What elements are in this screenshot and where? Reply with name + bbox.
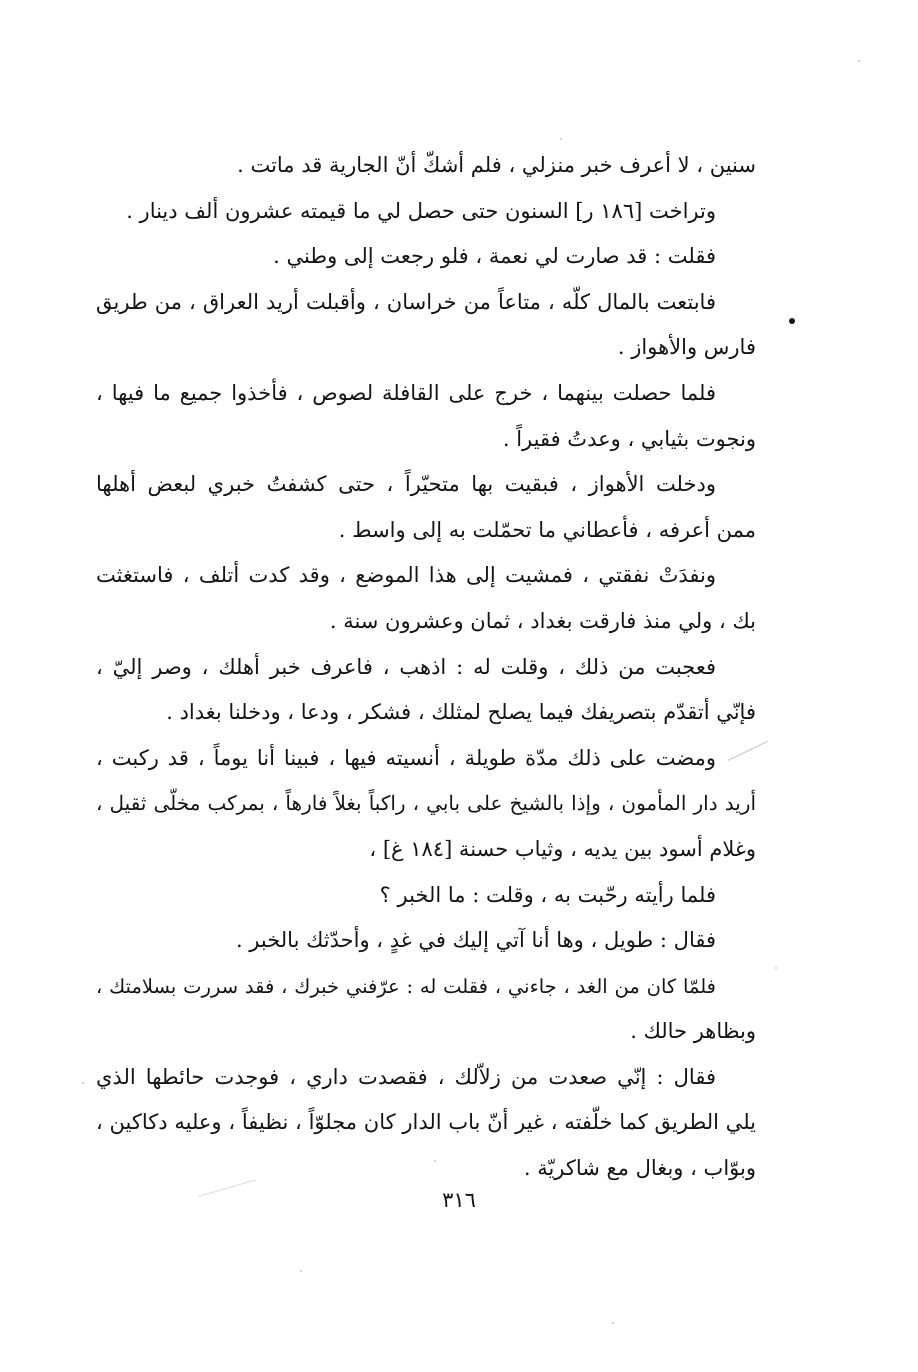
- text-line: سنين ، لا أعرف خبر منزلي ، فلم أشكّ أنّ الجارية قد ماتت .: [237, 153, 756, 177]
- text-line: وبوّاب ، وبغال مع شاكريّة .: [523, 1156, 756, 1181]
- text-line: ممن أعرفه ، فأعطاني ما تحمّلت به إلى واسط .: [338, 517, 756, 542]
- text-line: وبظاهر حالك .: [630, 1019, 756, 1044]
- text-line: ونفدَتْ نفقتي ، فمشيت إلى هذا الموضع ، وقد كدت أتلف ، فاستغثت: [96, 563, 716, 588]
- scan-speck: [560, 138, 562, 140]
- text-line: وتراخت [١٨٦ ر] السنون حتى حصل لي ما قيمته عشرون ألف دينار .: [126, 198, 716, 223]
- text-line: فلما رأيته رحّبت به ، وقلت : ما الخبر ؟: [379, 882, 716, 907]
- text-line: فإنّي أتقدّم بتصريفك فيما يصلح لمثلك ، فشكر ، ودعا ، ودخلنا بغداد .: [166, 700, 756, 725]
- text-line: وغلام أسود بين يديه ، وثياب حسنة [١٨٤ غ] ،: [369, 836, 756, 861]
- scan-speck: [858, 60, 860, 62]
- text-line: ونجوت بثيابي ، وعدتُ فقيراً .: [502, 426, 756, 451]
- scan-mark-dot: [789, 318, 795, 324]
- scan-speck: [82, 1082, 84, 1084]
- text-line: فقلت : قد صارت لي نعمة ، فلو رجعت إلى وطني .: [273, 244, 716, 269]
- text-line: فقال : إنّي صعدت من زلاّلك ، فقصدت داري ، فوجدت حائطها الذي: [96, 1064, 716, 1089]
- text-line: فلما حصلت بينهما ، خرج على القافلة لصوص ، فأخذوا جميع ما فيها ،: [96, 380, 716, 405]
- text-line: فقال : طويل ، وها أنا آتي إليك في غدٍ ، وأحدّثك بالخبر .: [235, 928, 716, 953]
- text-line: فلمّا كان من الغد ، جاءني ، فقلت له : عرّفني خبرك ، فقد سررت بسلامتك ،: [96, 974, 716, 998]
- page-number: ٣١٦: [442, 1188, 476, 1212]
- text-line: فابتعت بالمال كلّه ، متاعاً من خراسان ، وأقبلت أريد العراق ، من طريق: [96, 289, 716, 314]
- scan-speck: [300, 1270, 302, 1272]
- text-line: ودخلت الأهواز ، فبقيت بها متحيّراً ، حتى كشفتُ خبري لبعض أهلها: [96, 472, 716, 497]
- text-line: ومضت على ذلك مدّة طويلة ، أنسيته فيها ، فبينا أنا يوماً ، قد ركبت ،: [96, 745, 716, 770]
- text-line: فعجبت من ذلك ، وقلت له : اذهب ، فاعرف خبر أهلك ، وصر إليّ ،: [96, 654, 716, 679]
- scan-speck: [775, 967, 777, 969]
- text-line: أريد دار المأمون ، وإذا بالشيخ على بابي ، راكباً بغلاً فارهاً ، بمركب مخلّى ثقيل ،: [96, 791, 756, 816]
- scan-speck: [612, 1322, 614, 1324]
- page-body-text: [96, 143, 756, 1192]
- text-line: يلي الطريق كما خلّفته ، غير أنّ باب الدار كان مجلوّاً ، نظيفاً ، وعليه دكاكين ،: [96, 1110, 756, 1135]
- text-line: بك ، ولي منذ فارقت بغداد ، ثمان وعشرون سنة .: [329, 608, 756, 633]
- text-line: فارس والأهواز .: [617, 335, 756, 360]
